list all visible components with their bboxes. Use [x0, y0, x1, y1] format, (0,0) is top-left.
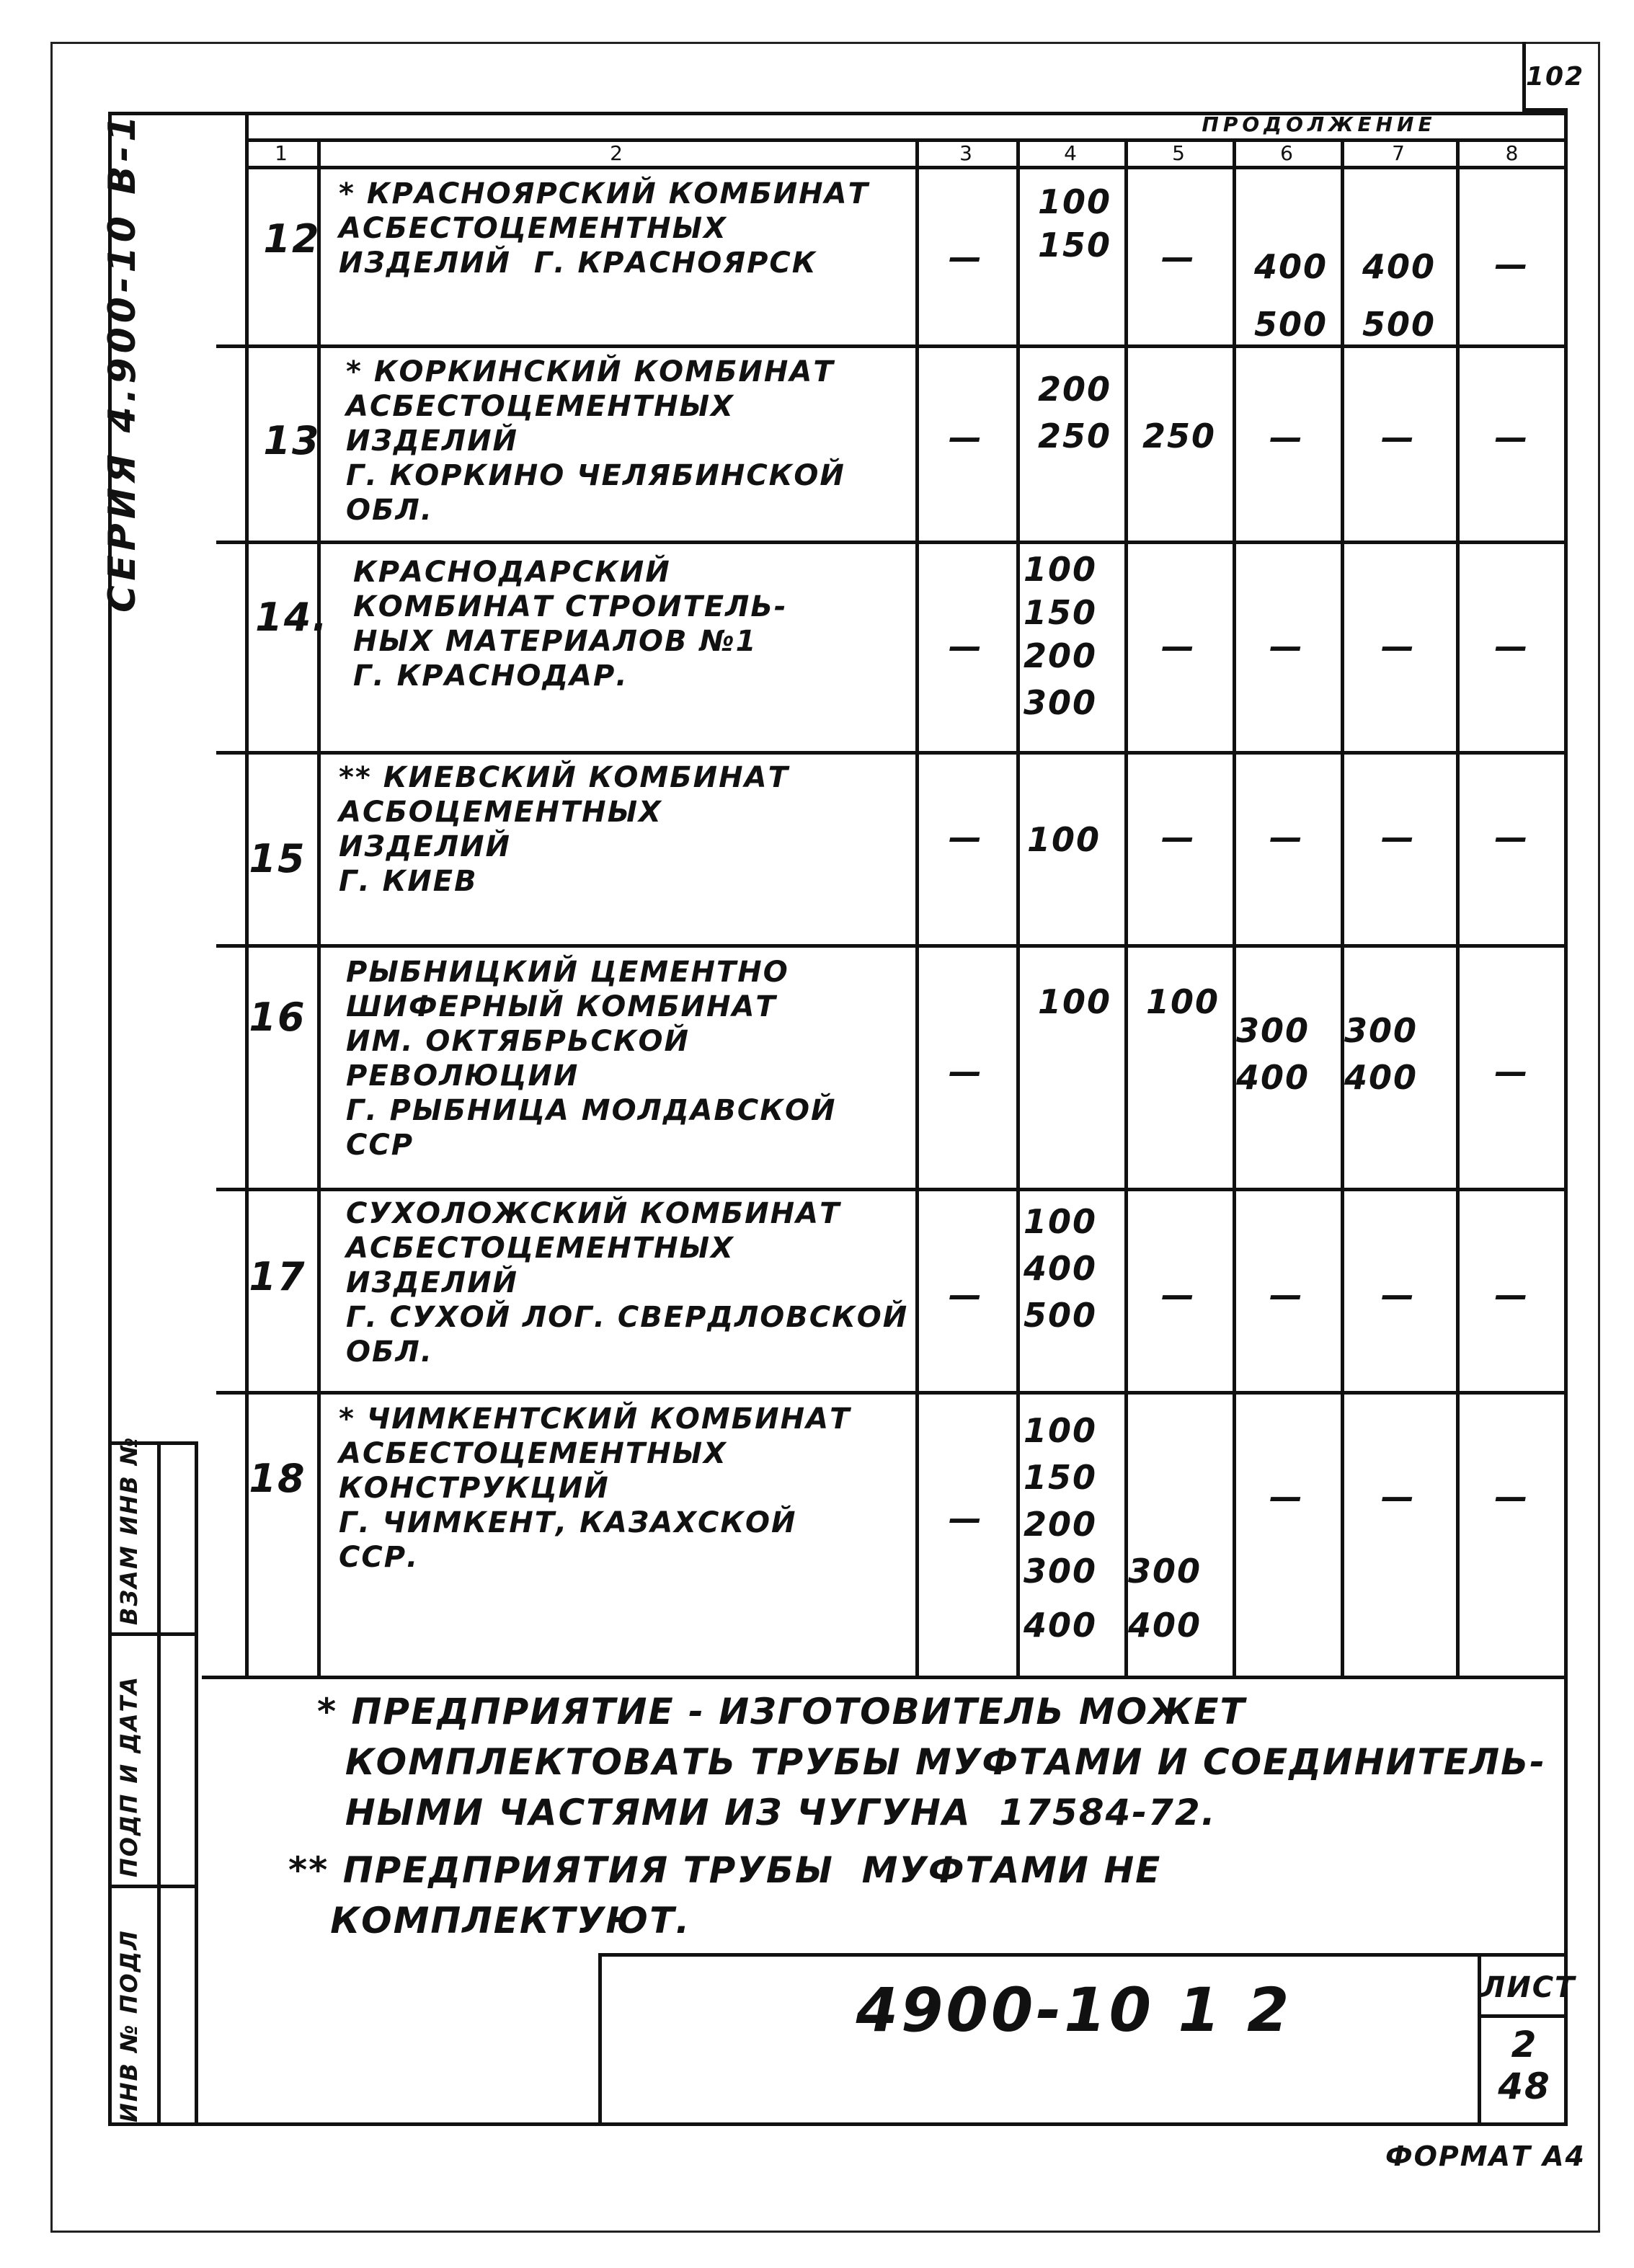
cell-col4-value: 200 — [1038, 370, 1112, 409]
stamp-signature-date: ПОДП И ДАТА — [115, 1675, 143, 1877]
cell-col8: — — [1494, 1276, 1529, 1315]
column-number-2: 2 — [610, 141, 623, 165]
cell-col4-value: 150 — [1024, 1458, 1098, 1497]
cell-col5-value: 300 — [1128, 1552, 1202, 1591]
cell-col8: — — [1494, 418, 1529, 457]
row-divider — [216, 1391, 1568, 1395]
cell-col4-value: 400 — [1024, 1606, 1098, 1645]
stamp-divider — [108, 1632, 198, 1636]
cell-col5: — — [1161, 238, 1196, 277]
cell-col8: — — [1494, 627, 1529, 666]
cell-col6: — — [1269, 1276, 1304, 1315]
column-divider — [915, 138, 919, 1677]
row-name: СУХОЛОЖСКИЙ КОМБИНАТ АСБЕСТОЦЕМЕНТНЫХ ИЗДЕЛИЙ Г. СУХОЙ ЛОГ. СВЕРДЛОВСКОЙ ОБЛ. — [346, 1197, 909, 1369]
cell-col8: — — [1494, 1052, 1529, 1091]
footnote-double-asterisk: ** ПРЕДПРИЯТИЯ ТРУБЫ МУФТАМИ НЕ КОМПЛЕКТУЮТ. — [288, 1849, 1162, 1942]
cell-col7: — — [1381, 627, 1416, 666]
footnote-single-asterisk: * ПРЕДПРИЯТИЕ - ИЗГОТОВИТЕЛЬ МОЖЕТ КОМПЛЕКТОВАТЬ ТРУБЫ МУФТАМИ И СОЕДИНИТЕЛЬ- НЫМИ ЧАСТЯМИ ИЗ ЧУГУНА 17584-72. — [317, 1691, 1547, 1833]
column-number-5: 5 — [1172, 141, 1185, 165]
page-number: 102 — [1522, 42, 1568, 112]
cell-col7-value: 500 — [1362, 305, 1437, 344]
cell-col5: — — [1161, 818, 1196, 857]
column-number-8: 8 — [1505, 141, 1519, 165]
continuation-label: ПРОДОЛЖЕНИЕ — [1202, 112, 1437, 136]
row-number: 18 — [249, 1456, 306, 1501]
column-divider — [1233, 138, 1236, 1677]
row-name: РЫБНИЦКИЙ ЦЕМЕНТНО ШИФЕРНЫЙ КОМБИНАТ ИМ. ОКТЯБРЬСКОЙ РЕВОЛЮЦИИ Г. РЫБНИЦА МОЛДАВСКОЙ ССР — [346, 956, 837, 1162]
cell-col7: — — [1381, 818, 1416, 857]
cell-col3: — — [949, 238, 983, 277]
cell-col3: — — [949, 627, 983, 666]
cell-col6: — — [1269, 627, 1304, 666]
stamp-replacement-inventory: ВЗАМ ИНВ № — [115, 1436, 143, 1625]
sheet-number: 2 48 — [1498, 2024, 1551, 2107]
cell-col4-value: 100 — [1024, 1411, 1098, 1450]
cell-col6: — — [1269, 418, 1304, 457]
cell-col4-value: 300 — [1024, 1552, 1098, 1591]
title-block-divider — [1478, 2014, 1568, 2018]
column-number-7: 7 — [1392, 141, 1405, 165]
cell-col6: — — [1269, 1477, 1304, 1516]
cell-col4-value: 100 — [1027, 820, 1101, 859]
row-name: * ЧИМКЕНТСКИЙ КОМБИНАТ АСБЕСТОЦЕМЕНТНЫХ КОНСТРУКЦИЙ Г. ЧИМКЕНТ, КАЗАХСКОЙ ССР. — [339, 1402, 851, 1574]
row-number: 12 — [263, 216, 321, 262]
row-name: ** КИЕВСКИЙ КОМБИНАТ АСБОЦЕМЕНТНЫХ ИЗДЕЛИЙ Г. КИЕВ — [339, 761, 789, 898]
cell-col6: — — [1269, 818, 1304, 857]
cell-col4-value: 200 — [1024, 1505, 1098, 1544]
cell-col3: — — [949, 1052, 983, 1091]
row-divider — [216, 541, 1568, 544]
cell-col5-value: 100 — [1146, 982, 1220, 1021]
cell-col4-value: 400 — [1024, 1249, 1098, 1288]
cell-col4-value: 100 — [1024, 550, 1098, 589]
stamp-divider — [157, 1441, 161, 2126]
cell-col7-value: 400 — [1362, 247, 1437, 286]
cell-col4-value: 300 — [1024, 683, 1098, 722]
cell-col4-value: 100 — [1038, 182, 1112, 221]
format-label: ФОРМАТ А4 — [1385, 2140, 1586, 2172]
document-code: 4900-10 1 2 — [856, 1975, 1292, 2045]
cell-col7: — — [1381, 1276, 1416, 1315]
row-number: 17 — [249, 1254, 306, 1299]
cell-col8: — — [1494, 818, 1529, 857]
column-number-4: 4 — [1064, 141, 1077, 165]
cell-col5: — — [1161, 1276, 1196, 1315]
row-divider — [202, 1676, 1568, 1679]
row-name: КРАСНОДАРСКИЙ КОМБИНАТ СТРОИТЕЛЬ- НЫХ МАТЕРИАЛОВ №1 Г. КРАСНОДАР. — [353, 556, 788, 693]
stamp-divider — [195, 1441, 198, 2126]
series-label: СЕРИЯ 4.900-10 В-1 — [101, 111, 144, 613]
column-divider — [317, 138, 321, 1677]
row-number: 15 — [249, 836, 306, 881]
cell-col4-value: 150 — [1024, 593, 1098, 632]
column-number-6: 6 — [1280, 141, 1293, 165]
cell-col4-value: 500 — [1024, 1296, 1098, 1335]
cell-col4-value: 150 — [1038, 226, 1112, 264]
cell-col4-value: 250 — [1038, 417, 1112, 455]
cell-col6-value: 400 — [1254, 247, 1328, 286]
cell-col5-value: 400 — [1128, 1606, 1202, 1645]
cell-col5-value: 250 — [1142, 417, 1217, 455]
cell-col6-value: 500 — [1254, 305, 1328, 344]
stamp-inventory-number: ИНВ № ПОДЛ — [115, 1929, 143, 2122]
cell-col8: — — [1494, 1477, 1529, 1516]
cell-col4-value: 100 — [1038, 982, 1112, 1021]
stamp-divider — [108, 1885, 198, 1888]
cell-col8: — — [1494, 245, 1529, 284]
cell-col3: — — [949, 418, 983, 457]
row-divider — [216, 944, 1568, 948]
cell-col7-value: 400 — [1344, 1058, 1418, 1097]
column-divider — [1341, 138, 1344, 1677]
cell-col3: — — [949, 818, 983, 857]
cell-col4-value: 200 — [1024, 636, 1098, 675]
column-number-3: 3 — [959, 141, 972, 165]
header-line-bottom — [245, 166, 1568, 169]
column-divider — [1456, 138, 1460, 1677]
sheet-label: ЛИСТ — [1481, 1971, 1576, 2004]
row-divider — [216, 751, 1568, 755]
row-name: * КОРКИНСКИЙ КОМБИНАТ АСБЕСТОЦЕМЕНТНЫХ ИЗДЕЛИЙ Г. КОРКИНО ЧЕЛЯБИНСКОЙ ОБЛ. — [346, 355, 845, 527]
row-divider — [216, 1188, 1568, 1191]
column-divider — [1016, 138, 1020, 1677]
cell-col3: — — [949, 1499, 983, 1538]
cell-col7-value: 300 — [1344, 1011, 1418, 1050]
cell-col3: — — [949, 1276, 983, 1315]
column-number-1: 1 — [275, 141, 288, 165]
column-divider — [1124, 138, 1128, 1677]
row-number: 13 — [263, 418, 321, 463]
row-number: 16 — [249, 995, 306, 1040]
cell-col5: — — [1161, 627, 1196, 666]
cell-col6-value: 300 — [1236, 1011, 1310, 1050]
row-number: 14. — [255, 595, 329, 640]
row-name: * КРАСНОЯРСКИЙ КОМБИНАТ АСБЕСТОЦЕМЕНТНЫХ ИЗДЕЛИЙ Г. КРАСНОЯРСК — [339, 177, 869, 280]
cell-col4-value: 100 — [1024, 1202, 1098, 1241]
cell-col7: — — [1381, 1477, 1416, 1516]
cell-col7: — — [1381, 418, 1416, 457]
cell-col6-value: 400 — [1236, 1058, 1310, 1097]
